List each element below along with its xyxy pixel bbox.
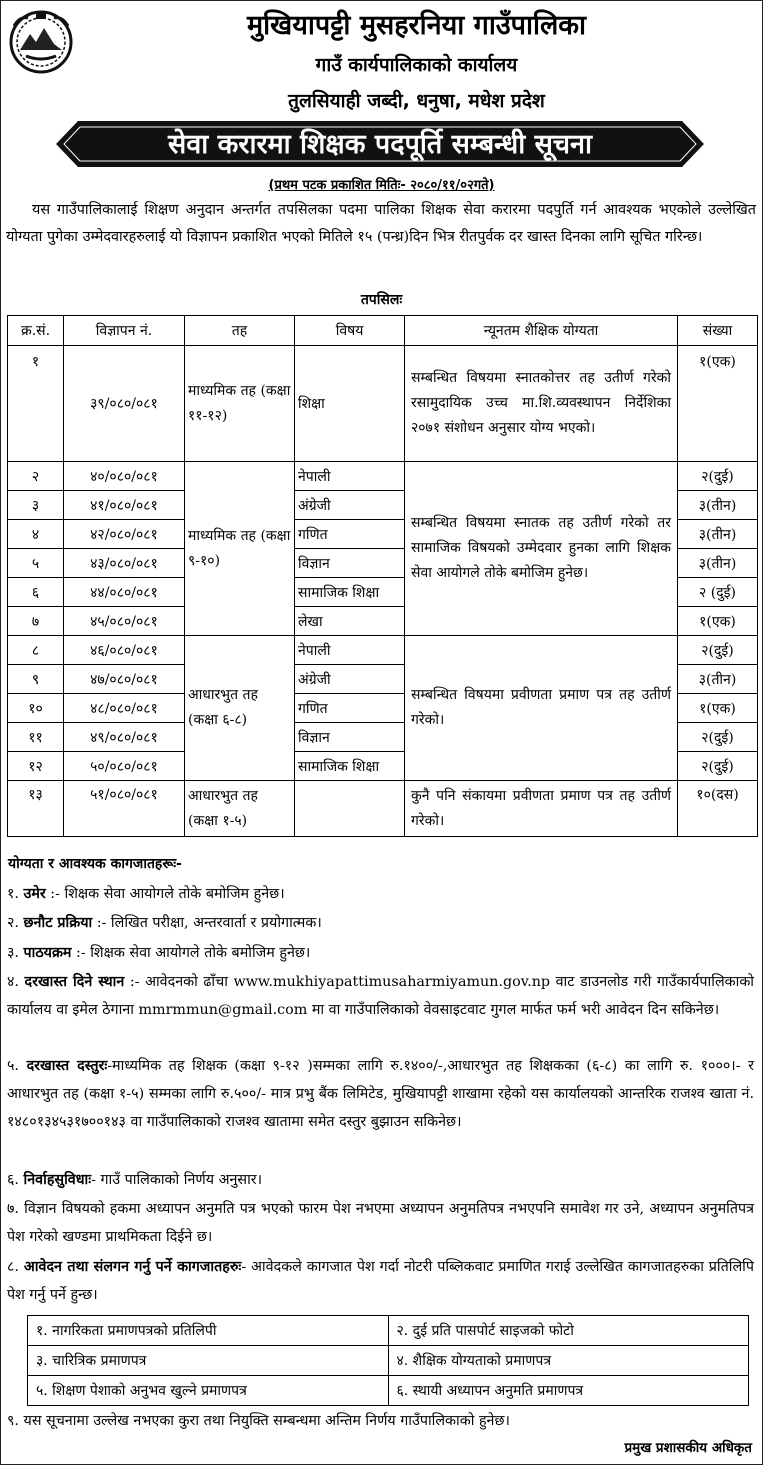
cell-sn: ५ [8, 549, 64, 578]
list-item-facilities [7, 1166, 754, 1194]
cell-subject [295, 781, 405, 837]
item-number: ५. [7, 1058, 19, 1074]
cell-count: ३(तीन) [678, 549, 758, 578]
cell-adv: ४९/०८०/०८१ [64, 723, 185, 752]
table-row [8, 346, 758, 462]
cell-adv: ४५/०८०/०८१ [64, 607, 185, 636]
intro-paragraph: यस गाउँपालिकालाई शिक्षण अनुदान अन्तर्गत तपसिलका पदमा पालिका शिक्षक सेवा करारमा पदपुर्ति गर्न आवश्यक भएकोले उल्लेखित योग्यता पुगेका उम्मेदवारहरुलाई यो विज्ञापन प्रकाशित भएको मितिले १५ (पन्ध्र)दिन भित्र रीतपुर्वक दर खास्त दिनका लागि सूचित गरिन्छ। [6, 202, 756, 245]
table-row [28, 1316, 749, 1346]
government-emblem-icon [6, 6, 76, 76]
table-row [8, 781, 758, 837]
cell-count: २ (दुई) [678, 578, 758, 607]
cell-level: आधारभुत तह (कक्षा ६-८) [185, 636, 295, 781]
cell-sn: ३ [8, 491, 64, 520]
cell-sn: ११ [8, 723, 64, 752]
cell-subject: नेपाली [295, 636, 405, 665]
table-row [28, 1346, 749, 1376]
office-address: तुलसियाही जब्दी, धनुषा, मधेश प्रदेश [288, 90, 545, 112]
item-text: - आवेदकले कागजात पेश गर्दा नोटरी पब्लिकवाट प्रमाणित गराई उल्लेखित कागजातहरुका प्रतिलिपि पेश गर्नु पर्ने हुन्छ। [7, 1259, 755, 1303]
cell-subject: लेखा [295, 607, 405, 636]
cell-qualification: कुनै पनि संकायमा प्रवीणता प्रमाण पत्र तह उतीर्ण गरेको। [405, 781, 678, 837]
item-number: ६. [7, 1172, 19, 1188]
doc-character: ३. चारित्रिक प्रमाणपत्र [28, 1346, 389, 1376]
col-header-subject: विषय [295, 316, 405, 346]
cell-count: २(दुई) [678, 723, 758, 752]
cell-adv: ४७/०८०/०८१ [64, 665, 185, 694]
cell-sn: १२ [8, 752, 64, 781]
publication-date [1, 175, 762, 193]
requirements-title: योग्यता र आवश्यक कागजातहरूः- [8, 856, 182, 872]
table-row [8, 462, 758, 491]
cell-sn: ८ [8, 636, 64, 665]
publication-date-text: (प्रथम पटक प्रकाशित मितिः- २०८०/११/०२गते) [268, 178, 495, 193]
item-text: :- शिक्षक सेवा आयोगले तोके बमोजिम हुनेछ। [71, 945, 311, 961]
cell-subject: गणित [295, 694, 405, 723]
cell-subject: सामाजिक शिक्षा [295, 752, 405, 781]
list-item-documents [7, 1253, 754, 1309]
notice-title: सेवा करारमा शिक्षक पदपूर्ति सम्बन्धी सूचना [168, 129, 592, 160]
item-text: विज्ञान विषयको हकमा अध्यापन अनुमति पत्र भएको फारम पेश नभएमा अध्यापन अनुमतिपत्र नभएपनि समावेश गर उने, अध्यापन अनुमतिपत्र पेश गरेको खण्डमा प्राथमिकता दिईने छ। [7, 1201, 754, 1245]
cell-adv: ४८/०८०/०८१ [64, 694, 185, 723]
doc-teaching-license: ६. स्थायी अध्यापन अनुमति प्रमाणपत्र [388, 1376, 749, 1406]
cell-sn: ९ [8, 665, 64, 694]
item-text: -माध्यमिक तह शिक्षक (कक्षा ९-१२ )सम्मका लागि रु.१४००/-,आधारभुत तह शिक्षकका (६-८) का लागि रु. १०००।- र आधारभुत तह (कक्षा १-५) सम्मका लागि रु.५००/- मात्र प्रभु बैंक लिमिटेड, मुखियापट्टी शाखामा रहेको यस कार्यालयको आन्तरिक राजश्व खाता नं. १४८०१३४५३१७००१४३ वा गाउँपालिकाको राजश्व खातामा समेत दस्तुर बुझाउन सकिनेछ। [7, 1058, 755, 1130]
cell-subject: विज्ञान [295, 723, 405, 752]
cell-level: माध्यमिक तह (कक्षा ९-१०) [185, 462, 295, 636]
cell-subject: अंग्रेजी [295, 665, 405, 694]
col-header-level: तह [185, 316, 295, 346]
item-number: ४. [7, 974, 19, 990]
cell-sn: २ [8, 462, 64, 491]
cell-subject: अंग्रेजी [295, 491, 405, 520]
list-item-age [7, 880, 754, 908]
col-header-adv: विज्ञापन नं. [64, 316, 185, 346]
list-item-application-place [7, 968, 754, 1024]
doc-citizenship: १. नागरिकता प्रमाणपत्रको प्रतिलिपी [28, 1316, 389, 1346]
cell-level: आधारभुत तह (कक्षा १-५) [185, 781, 295, 837]
cell-level: माध्यमिक तह (कक्षा ११-१२) [185, 346, 295, 462]
col-header-sn: क्र.सं. [8, 316, 64, 346]
cell-count: २(दुई) [678, 636, 758, 665]
list-item-selection [7, 909, 754, 937]
notice-title-banner [56, 121, 704, 167]
item-text: - गाउँ पालिकाको निर्णय अनुसार। [91, 1172, 263, 1188]
cell-adv: ३९/०८०/०८१ [64, 346, 185, 462]
cell-count: ३(तीन) [678, 491, 758, 520]
documents-table [27, 1315, 749, 1406]
table-header-row [8, 316, 758, 346]
list-item-science-license [7, 1195, 754, 1251]
item-label: दरखास्त दिने स्थान [24, 974, 125, 990]
item-label: निर्वाहसुविधाः [23, 1172, 92, 1188]
cell-count: १०(दस) [678, 781, 758, 837]
item-label: उमेर [23, 886, 46, 902]
cell-adv: ४४/०८०/०८१ [64, 578, 185, 607]
doc-experience: ५. शिक्षण पेशाको अनुभव खुल्ने प्रमाणपत्र [28, 1376, 389, 1406]
item-text: :- लिखित परीक्षा, अन्तरवार्ता र प्रयोगात्मक। [92, 915, 322, 931]
cell-adv: ४३/०८०/०८१ [64, 549, 185, 578]
cell-adv: ४१/०८०/०८१ [64, 491, 185, 520]
item-label: छनौट प्रक्रिया [23, 915, 93, 931]
item-label: पाठयक्रम [23, 945, 72, 961]
table-row [28, 1376, 749, 1406]
item-label: दरखास्त दस्तुरः [26, 1058, 108, 1074]
cell-count: ३(तीन) [678, 665, 758, 694]
municipality-title: मुखियापट्टी मुसहरनिया गाउँपालिका [247, 10, 586, 41]
cell-subject: नेपाली [295, 462, 405, 491]
item-number: २. [7, 915, 19, 931]
list-item-application-fee [7, 1052, 754, 1136]
cell-adv: ४२/०८०/०८१ [64, 520, 185, 549]
item-number: ८. [7, 1259, 19, 1275]
details-heading: तपसिलः [360, 292, 403, 308]
cell-subject: विज्ञान [295, 549, 405, 578]
list-item-final-decision [7, 1407, 754, 1435]
doc-academic: ४. शैक्षिक योग्यताको प्रमाणपत्र [388, 1346, 749, 1376]
office-name: गाउँ कार्यपालिकाको कार्यालय [315, 54, 518, 76]
item-text: :- आवेदनको ढाँचा www.mukhiyapattimusaharmiyamun.gov.np वाट डाउनलोड गरी गाउँकार्यपालिकाको कार्यालय वा इमेल ठेगाना mmrmmun@gmail.com मा वा गाउँपालिकाको वेवसाइटवाट गुगल मार्फत फर्म भरी आवेदन दिन सकिनेछ। [7, 974, 755, 1018]
cell-sn: १३ [8, 781, 64, 837]
cell-adv: ४०/०८०/०८१ [64, 462, 185, 491]
vacancy-table [7, 315, 758, 837]
item-number: ७. [7, 1201, 19, 1217]
item-number: १. [7, 886, 19, 902]
cell-count: १(एक) [678, 694, 758, 723]
item-number: ९. [7, 1413, 19, 1429]
cell-sn: ६ [8, 578, 64, 607]
item-text: यस सूचनामा उल्लेख नभएका कुरा तथा नियुक्ति सम्बन्धमा अन्तिम निर्णय गाउँपालिकाको हुनेछ। [23, 1413, 510, 1429]
cell-subject: शिक्षा [295, 346, 405, 462]
item-number: ३. [7, 945, 19, 961]
table-row [8, 636, 758, 665]
item-label: आवेदन तथा संलगन गर्नु पर्ने कागजातहरुः [23, 1259, 242, 1275]
cell-qualification: सम्बन्धित विषयमा स्नातकोत्तर तह उतीर्ण गरेको रसामुदायिक उच्च मा.शि.व्यवस्थापन निर्देशिका २०७१ संशोधन अनुसार योग्य भएको। [405, 346, 678, 462]
signature-title: प्रमुख प्रशासकीय अधिकृत [624, 1440, 752, 1456]
cell-sn: १० [8, 694, 64, 723]
cell-qualification: सम्बन्धित विषयमा प्रवीणता प्रमाण पत्र तह उतीर्ण गरेको। [405, 636, 678, 781]
cell-count: २(दुई) [678, 462, 758, 491]
cell-count: २(दुई) [678, 752, 758, 781]
cell-count: १(एक) [678, 346, 758, 462]
list-item-syllabus [7, 939, 754, 967]
doc-photo: २. दुई प्रति पासपोर्ट साइजको फोटो [388, 1316, 749, 1346]
cell-count: १(एक) [678, 607, 758, 636]
col-header-qualification: न्यूनतम शैक्षिक योग्यता [405, 316, 678, 346]
cell-subject: गणित [295, 520, 405, 549]
cell-adv: ४६/०८०/०८१ [64, 636, 185, 665]
cell-sn: ७ [8, 607, 64, 636]
cell-adv: ५०/०८०/०८१ [64, 752, 185, 781]
cell-adv: ५१/०८०/०८१ [64, 781, 185, 837]
cell-count: ३(तीन) [678, 520, 758, 549]
col-header-count: संख्या [678, 316, 758, 346]
item-text: :- शिक्षक सेवा आयोगले तोके बमोजिम हुनेछ। [45, 886, 285, 902]
cell-sn: १ [8, 346, 64, 462]
cell-qualification: सम्बन्धित विषयमा स्नातक तह उतीर्ण गरेको तर सामाजिक विषयको उम्मेदवार हुनका लागि शिक्षक सेवा आयोगले तोके बमोजिम हुनेछ। [405, 462, 678, 636]
cell-subject: सामाजिक शिक्षा [295, 578, 405, 607]
cell-sn: ४ [8, 520, 64, 549]
